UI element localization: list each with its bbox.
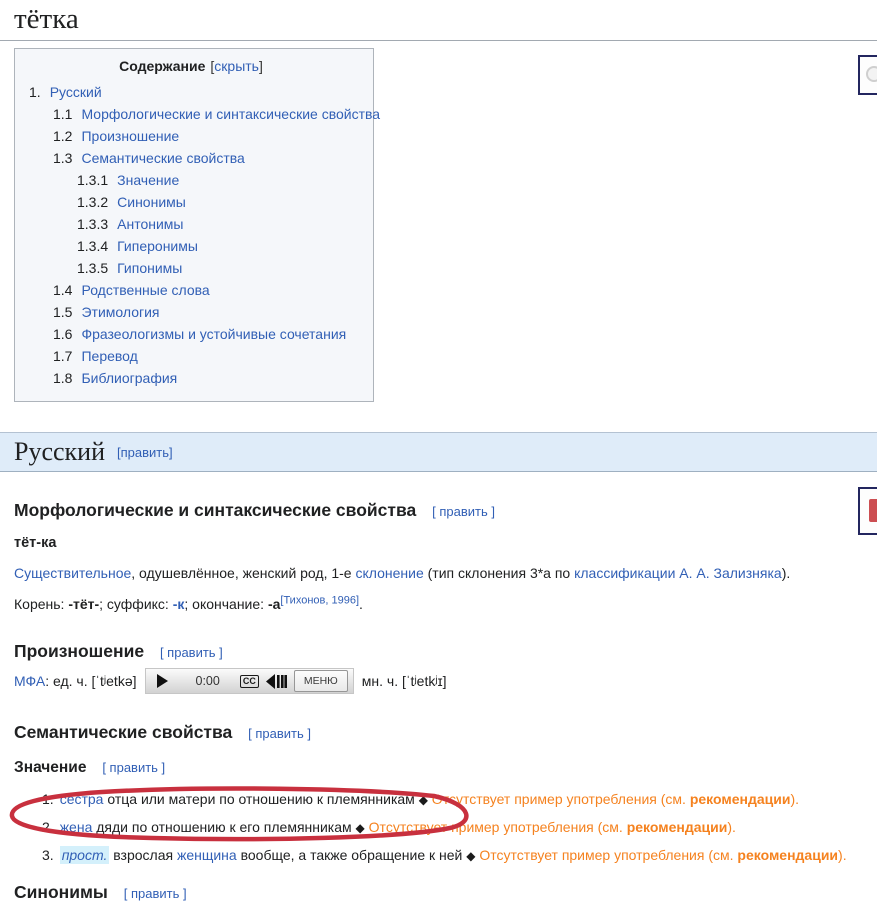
- diamond-icon: ◆: [355, 821, 365, 835]
- ipa-link[interactable]: МФА: [14, 673, 46, 689]
- toc-item-link[interactable]: Родственные слова: [81, 282, 210, 298]
- recommendations-link[interactable]: рекомендации: [689, 791, 791, 807]
- edit-link[interactable]: [править]: [117, 444, 173, 460]
- definition-text: отца или матери по отношению к племянникам: [103, 791, 419, 807]
- title-row: [0, 0, 877, 41]
- volume-icon[interactable]: [266, 674, 287, 689]
- toc-item-number: 1.: [29, 84, 41, 100]
- bracket-close: ]: [258, 58, 263, 74]
- missing-example-text: Отсутствует пример употребления (см.: [364, 819, 627, 835]
- toc-hide-link[interactable]: скрыть: [214, 58, 259, 74]
- declension-link[interactable]: склонение: [355, 565, 424, 581]
- clipped-widget-middle[interactable]: [858, 487, 877, 535]
- toc-item: [15, 367, 367, 389]
- definition-word-link[interactable]: жена: [59, 819, 93, 835]
- section-pronunciation-heading: [14, 641, 877, 661]
- toc-item-link[interactable]: Перевод: [81, 348, 138, 364]
- section-meaning-heading: [14, 759, 877, 777]
- bracket-open: [: [210, 58, 215, 74]
- page-title: тётка: [14, 3, 79, 35]
- root-text: .: [359, 596, 363, 612]
- toc-item-link[interactable]: Русский: [49, 84, 102, 100]
- toc-item-link[interactable]: Синонимы: [117, 194, 186, 210]
- edit-link[interactable]: [ править ]: [102, 760, 166, 775]
- grammar-text: ).: [781, 565, 791, 581]
- article-content: [0, 500, 877, 902]
- grammar-line: [14, 564, 877, 582]
- heading-text: Морфологические и синтаксические свойства: [14, 500, 417, 520]
- definition-number: 1.: [42, 791, 54, 807]
- definition-item-1: [14, 786, 877, 814]
- toc-item-link[interactable]: Морфологические и синтаксические свойства: [81, 106, 381, 122]
- toc-item: [15, 147, 367, 169]
- definition-number: 2.: [42, 819, 54, 835]
- language-title: Русский: [14, 437, 105, 466]
- edit-link[interactable]: [ править ]: [248, 726, 311, 741]
- toc-item-link[interactable]: Гиперонимы: [117, 238, 198, 254]
- grammar-text: , одушевлённое, женский род, 1-е: [131, 565, 356, 581]
- toc-item-link[interactable]: Антонимы: [117, 216, 184, 232]
- pronunciation-row: [14, 668, 877, 694]
- toc-item: [15, 345, 367, 367]
- toc-header: [15, 58, 367, 74]
- section-russian-heading: [0, 432, 877, 472]
- noun-link[interactable]: Существительное: [14, 565, 132, 581]
- toc-item-number: 1.3: [53, 150, 73, 166]
- red-glyph-fragment: [869, 499, 877, 522]
- section-semantics-heading: [14, 722, 877, 742]
- definition-item-2: [14, 814, 877, 842]
- recommendations-link[interactable]: рекомендации: [737, 847, 839, 863]
- heading-text: Семантические свойства: [14, 722, 233, 742]
- missing-example-text: Отсутствует пример употребления (см.: [427, 791, 690, 807]
- toc-item-number: 1.3.3: [77, 216, 109, 232]
- toc-item: [15, 213, 367, 235]
- play-icon[interactable]: [157, 674, 168, 688]
- toc-item: [15, 169, 367, 191]
- toc-item-number: 1.3.5: [77, 260, 109, 276]
- ending-morpheme: -а: [267, 596, 281, 612]
- toc-item-number: 1.8: [53, 370, 73, 386]
- grammar-text: (тип склонения 3*а по: [423, 565, 575, 581]
- toc-item-link[interactable]: Произношение: [81, 128, 180, 144]
- root-morpheme: -тёт-: [68, 596, 100, 612]
- definitions-list: [14, 786, 877, 870]
- toc-item-number: 1.5: [53, 304, 73, 320]
- missing-example-text: ).: [838, 847, 847, 863]
- definition-text: взрослая: [109, 847, 177, 863]
- section-synonyms-heading: [14, 882, 877, 902]
- toc-item: [15, 191, 367, 213]
- toc-title: Содержание: [119, 58, 206, 74]
- toc-item-link[interactable]: Этимология: [81, 304, 160, 320]
- colloquial-tag-link[interactable]: прост.: [61, 847, 108, 863]
- gear-icon: [866, 66, 877, 82]
- missing-example-text: Отсутствует пример употребления (см.: [475, 847, 738, 863]
- root-text: ; суффикс:: [99, 596, 173, 612]
- toc-item-link[interactable]: Гипонимы: [117, 260, 183, 276]
- edit-link[interactable]: [ править ]: [123, 886, 187, 901]
- word-morphemes: тёт-ка: [14, 535, 57, 551]
- toc-item-link[interactable]: Семантические свойства: [81, 150, 245, 166]
- toc-item: [15, 103, 381, 125]
- definition-text: вообще, а также обращение к ней: [236, 847, 467, 863]
- ipa-plural: мн. ч. [ˈtʲetkʲɪ]: [361, 673, 447, 689]
- toc-item-link[interactable]: Фразеологизмы и устойчивые сочетания: [81, 326, 347, 342]
- toc-item-number: 1.1: [53, 106, 73, 122]
- heading-text: Значение: [14, 759, 87, 776]
- zaliznyak-link[interactable]: классификации А. А. Зализняка: [574, 565, 782, 581]
- toc-item: [15, 323, 367, 345]
- toc-item-number: 1.7: [53, 348, 73, 364]
- toc-item: [15, 235, 367, 257]
- toc-item-number: 1.3.4: [77, 238, 109, 254]
- toc-list: [15, 81, 381, 389]
- toc-item-link[interactable]: Библиография: [81, 370, 178, 386]
- toc-item: [15, 81, 367, 103]
- definition-text: дяди по отношению к его племянникам: [92, 819, 356, 835]
- definition-item-3: [14, 842, 877, 870]
- toc-item: [15, 279, 367, 301]
- toc-item: [15, 125, 367, 147]
- toc-item-number: 1.3.1: [77, 172, 109, 188]
- heading-text: Синонимы: [14, 882, 108, 902]
- tikhonov-reference-link[interactable]: [Тихонов, 1996]: [280, 594, 359, 607]
- menu-button[interactable]: МЕНЮ: [294, 670, 348, 692]
- toc-box: [14, 48, 381, 402]
- toc-item-number: 1.6: [53, 326, 73, 342]
- section-morphology-heading: [14, 500, 877, 520]
- toc-item-link[interactable]: Значение: [117, 172, 180, 188]
- root-text: ; окончание:: [184, 596, 268, 612]
- player-time: 0:00: [195, 674, 220, 688]
- toc-item-number: 1.2: [53, 128, 73, 144]
- edit-link[interactable]: [ править ]: [159, 645, 223, 660]
- toc-item-number: 1.4: [53, 282, 73, 298]
- audio-player[interactable]: [145, 668, 354, 694]
- suffix-link[interactable]: -к: [172, 596, 185, 612]
- root-text: Корень:: [14, 596, 69, 612]
- captions-icon[interactable]: CC: [240, 675, 259, 688]
- diamond-icon: ◆: [466, 849, 476, 863]
- toc-item: [15, 301, 367, 323]
- definition-word-link[interactable]: сестра: [59, 791, 104, 807]
- definition-number: 3.: [42, 847, 54, 863]
- edit-link[interactable]: [ править ]: [432, 504, 495, 519]
- ipa-singular: : ед. ч. [ˈtʲetkə]: [45, 673, 137, 689]
- definition-word-link[interactable]: женщина: [176, 847, 237, 863]
- clipped-widget-top[interactable]: [858, 55, 877, 95]
- heading-text: Произношение: [14, 641, 145, 661]
- missing-example-text: ).: [790, 791, 800, 807]
- diamond-icon: ◆: [418, 793, 428, 807]
- toc-item-number: 1.3.2: [77, 194, 109, 210]
- toc-item: [15, 257, 367, 279]
- root-line: [14, 595, 877, 613]
- recommendations-link[interactable]: рекомендации: [626, 819, 728, 835]
- missing-example-text: ).: [727, 819, 736, 835]
